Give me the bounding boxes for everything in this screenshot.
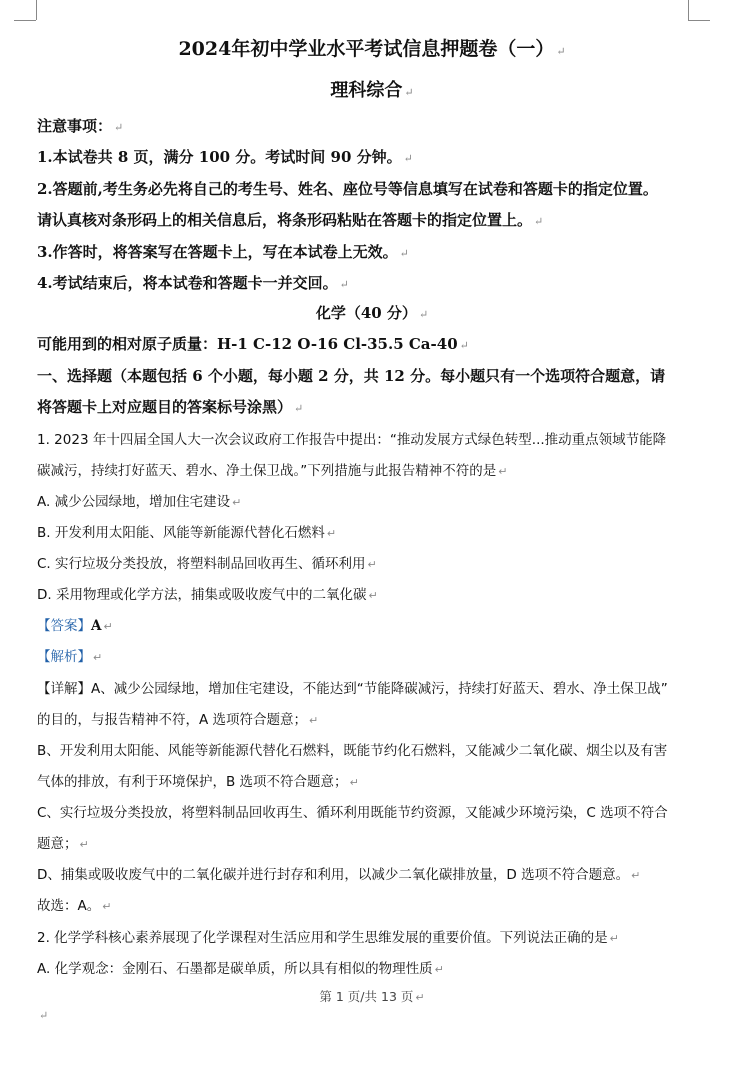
detail-line: 的目的，与报告精神不符，A 选项符合题意； ↵ [37,712,319,728]
detail-line: 气体的排放，有利于环境保护，B 选项不符合题意； ↵ [37,774,359,790]
question-1-stem: 1. 2023 年十四届全国人大一次会议政府工作报告中提出：“推动发展方式绿色转型...推动重点领域节能降 [37,432,667,448]
part1-heading: 一、选择题（本题包括 6 个小题，每小题 2 分，共 12 分。每小题只有一个选项符合题意，请 [37,367,666,385]
section-title: 化学（40 分） ↵ [315,304,429,322]
detail-line: 题意； ↵ [37,836,89,852]
page-footer: 第 1 页/共 13 页 ↵ [319,989,425,1004]
detail-line: 故选：A。 ↵ [37,898,112,914]
document-subtitle: 理科综合 ↵ [330,80,414,101]
crop-mark-top-left [36,0,37,20]
part1-heading-cont: 将答题卡上对应题目的答案标号涂黑） ↵ [37,398,304,416]
question-1-option-c: C. 实行垃圾分类投放，将塑料制品回收再生、循环利用 ↵ [37,556,377,572]
detail-line: B、开发利用太阳能、风能等新能源代替化石燃料，既能节约化石燃料，又能减少二氧化碳、烟尘以及有害 [37,743,668,759]
detail-line: D、捕集或吸收废气中的二氧化碳并进行封存和利用，以减少二氧化碳排放量，D 选项不符合题意。 ↵ [37,867,641,883]
detail-line: 【详解】A、减少公园绿地，增加住宅建设，不能达到“节能降碳减污，持续打好蓝天、碧水、净土保卫战” [37,681,668,697]
answer-line: 【答案】A ↵ [37,618,113,634]
question-2-option-a: A. 化学观念：金刚石、石墨都是碳单质，所以具有相似的物理性质 ↵ [37,961,444,977]
note-item: 1.本试卷共 8 页，满分 100 分。考试时间 90 分钟。 ↵ [37,148,413,166]
analysis-label: 【解析】 ↵ [37,649,103,665]
question-1-option-d: D. 采用物理或化学方法，捕集或吸收废气中的二氧化碳 ↵ [37,587,378,603]
note-item: 3.作答时，将答案写在答题卡上，写在本试卷上无效。 ↵ [37,243,409,261]
crop-mark-top-right [688,0,689,20]
trailing-paragraph-mark: ↵ [39,1009,49,1022]
document-title: 2024年初中学业水平考试信息押题卷（一） ↵ [178,38,566,60]
question-2-stem: 2. 化学学科核心素养展现了化学课程对生活应用和学生思维发展的重要价值。下列说法正确的是 ↵ [37,930,619,946]
crop-mark-top-right-h [688,20,710,21]
atomic-mass-line: 可能用到的相对原子质量：H-1 C-12 O-16 Cl-35.5 Ca-40 ↵ [37,335,469,353]
note-item: 请认真核对条形码上的相关信息后，将条形码粘贴在答题卡的指定位置上。 ↵ [37,211,544,229]
note-item: 4.考试结束后，将本试卷和答题卡一并交回。 ↵ [37,274,349,292]
note-item: 2.答题前,考生务必先将自己的考生号、姓名、座位号等信息填写在试卷和答题卡的指定位置。 [37,180,658,198]
question-1-stem-cont: 碳减污，持续打好蓝天、碧水、净土保卫战。”下列措施与此报告精神不符的是 ↵ [37,463,508,479]
notes-heading: 注意事项： ↵ [37,117,124,135]
detail-line: C、实行垃圾分类投放，将塑料制品回收再生、循环利用既能节约资源，又能减少环境污染，C 选项不符合 [37,805,668,821]
question-1-option-b: B. 开发利用太阳能、风能等新能源代替化石燃料 ↵ [37,525,337,541]
crop-mark-top-left-h [14,20,36,21]
question-1-option-a: A. 减少公园绿地，增加住宅建设 ↵ [37,494,242,510]
